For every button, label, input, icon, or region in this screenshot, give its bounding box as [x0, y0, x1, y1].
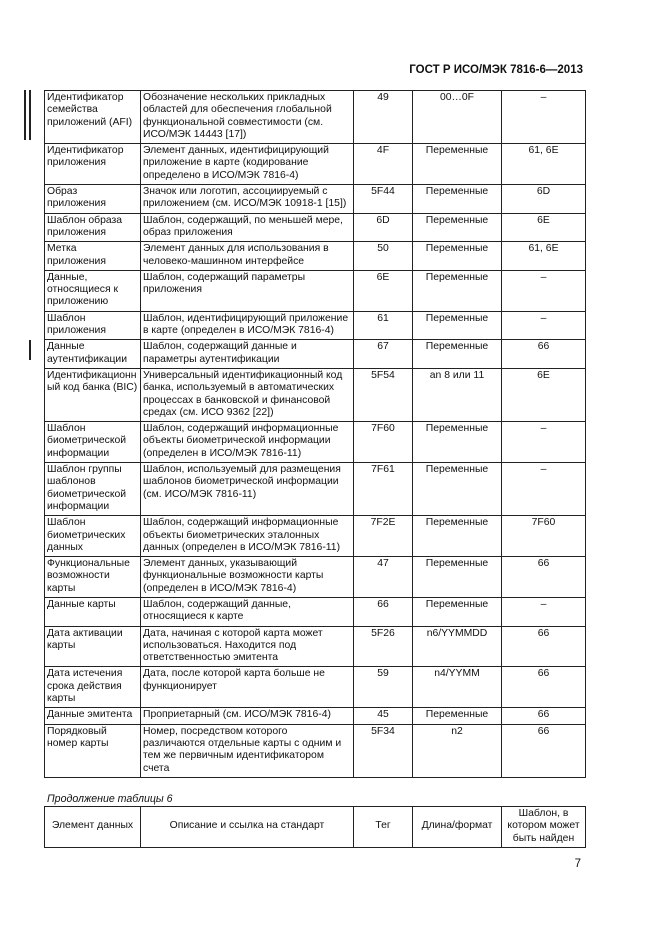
- table-row: [45, 708, 586, 724]
- element-name-cell: Шаблон приложения: [45, 311, 141, 340]
- template-cell: 66: [502, 724, 586, 777]
- tag-cell: 5F44: [354, 185, 413, 214]
- template-cell: –: [502, 463, 586, 516]
- description-cell: Значок или логотип, ассоциируемый с приложением (см. ИСО/МЭК 10918-1 [15]): [141, 185, 354, 214]
- change-bar-3: [29, 340, 31, 360]
- tag-cell: 6E: [354, 270, 413, 311]
- template-cell: 6E: [502, 213, 586, 242]
- header-length-format: Длина/формат: [413, 807, 502, 848]
- description-cell: Обозначение нескольких прикладных областей для обеспечения глобальной функциональной совместимости (см. ИСО/МЭК 14443 [17]): [141, 91, 354, 144]
- length-format-cell: Переменные: [413, 242, 502, 271]
- length-format-cell: 00…0F: [413, 91, 502, 144]
- element-name-cell: Идентификатор приложения: [45, 144, 141, 185]
- tag-cell: 4F: [354, 144, 413, 185]
- tag-cell: 7F61: [354, 463, 413, 516]
- element-name-cell: Идентификатор семейства приложений (AFI): [45, 91, 141, 144]
- description-cell: Шаблон, содержащий данные и параметры аутентификации: [141, 340, 354, 369]
- length-format-cell: Переменные: [413, 557, 502, 598]
- table-row: [45, 516, 586, 557]
- template-cell: 66: [502, 557, 586, 598]
- length-format-cell: an 8 или 11: [413, 368, 502, 421]
- description-cell: Дата, после которой карта больше не функционирует: [141, 667, 354, 708]
- element-name-cell: Шаблон биометрических данных: [45, 516, 141, 557]
- element-name-cell: Данные эмитента: [45, 708, 141, 724]
- template-cell: –: [502, 270, 586, 311]
- tag-cell: 7F2E: [354, 516, 413, 557]
- length-format-cell: Переменные: [413, 144, 502, 185]
- description-cell: Элемент данных для использования в человеко-машинном интерфейсе: [141, 242, 354, 271]
- template-cell: 61, 6E: [502, 144, 586, 185]
- length-format-cell: n2: [413, 724, 502, 777]
- length-format-cell: Переменные: [413, 708, 502, 724]
- table-caption: Продолжение таблицы 6: [47, 793, 173, 805]
- template-cell: 66: [502, 667, 586, 708]
- table-row: [45, 213, 586, 242]
- description-cell: Дата, начиная с которой карта может использоваться. Находится под ответственностью эмитента: [141, 626, 354, 667]
- template-cell: 66: [502, 626, 586, 667]
- table-row: [45, 557, 586, 598]
- table-row: [45, 311, 586, 340]
- element-name-cell: Шаблон образа приложения: [45, 213, 141, 242]
- element-name-cell: Идентификационный код банка (BIC): [45, 368, 141, 421]
- template-cell: 6D: [502, 185, 586, 214]
- length-format-cell: Переменные: [413, 270, 502, 311]
- tag-cell: 50: [354, 242, 413, 271]
- header-row: [45, 807, 586, 848]
- length-format-cell: Переменные: [413, 340, 502, 369]
- description-cell: Элемент данных, указывающий функциональные возможности карты (определен в ИСО/МЭК 7816-4): [141, 557, 354, 598]
- element-name-cell: Дата активации карты: [45, 626, 141, 667]
- tag-cell: 47: [354, 557, 413, 598]
- description-cell: Шаблон, содержащий информационные объекты биометрической информации (определен в ИСО/МЭК 7816-11): [141, 422, 354, 463]
- length-format-cell: n4/YYMM: [413, 667, 502, 708]
- table-row: [45, 340, 586, 369]
- element-name-cell: Шаблон биометрической информации: [45, 422, 141, 463]
- length-format-cell: Переменные: [413, 516, 502, 557]
- element-name-cell: Данные карты: [45, 597, 141, 626]
- description-cell: Шаблон, содержащий данные, относящиеся к карте: [141, 597, 354, 626]
- template-cell: 7F60: [502, 516, 586, 557]
- description-cell: Универсальный идентификационный код банка, используемый в автоматических процессах в банковской и финансовой средах (см. ИСО 9362 [22]): [141, 368, 354, 421]
- table-row: [45, 463, 586, 516]
- tag-cell: 45: [354, 708, 413, 724]
- template-cell: –: [502, 597, 586, 626]
- element-name-cell: Шаблон группы шаблонов биометрической информации: [45, 463, 141, 516]
- template-cell: –: [502, 311, 586, 340]
- element-name-cell: Метка приложения: [45, 242, 141, 271]
- tag-cell: 67: [354, 340, 413, 369]
- change-bar-2: [24, 90, 26, 140]
- template-cell: 66: [502, 708, 586, 724]
- description-cell: Шаблон, содержащий информационные объекты биометрических эталонных данных (определен в ИСО/МЭК 7816-11): [141, 516, 354, 557]
- table-row: [45, 270, 586, 311]
- table-row: [45, 626, 586, 667]
- table-row: [45, 422, 586, 463]
- header-element: Элемент данных: [45, 807, 141, 848]
- table-row: [45, 144, 586, 185]
- tag-cell: 49: [354, 91, 413, 144]
- page-number: 7: [574, 858, 581, 870]
- tag-cell: 5F54: [354, 368, 413, 421]
- tag-cell: 59: [354, 667, 413, 708]
- description-cell: Проприетарный (см. ИСО/МЭК 7816-4): [141, 708, 354, 724]
- document-code: ГОСТ Р ИСО/МЭК 7816-6—2013: [409, 64, 583, 76]
- template-cell: –: [502, 91, 586, 144]
- length-format-cell: Переменные: [413, 213, 502, 242]
- template-cell: 61, 6E: [502, 242, 586, 271]
- template-cell: 6E: [502, 368, 586, 421]
- data-elements-table: [44, 90, 586, 778]
- element-name-cell: Порядковый номер карты: [45, 724, 141, 777]
- header-tag: Тег: [354, 807, 413, 848]
- template-cell: 66: [502, 340, 586, 369]
- tag-cell: 6D: [354, 213, 413, 242]
- length-format-cell: Переменные: [413, 597, 502, 626]
- length-format-cell: Переменные: [413, 185, 502, 214]
- table-body: [45, 91, 586, 778]
- element-name-cell: Образ приложения: [45, 185, 141, 214]
- table-row: [45, 724, 586, 777]
- header-template: Шаблон, в котором может быть найден: [502, 807, 586, 848]
- description-cell: Номер, посредством которого различаются отдельные карты с одним и тем же первичным идентификатором счета: [141, 724, 354, 777]
- element-name-cell: Дата истечения срока действия карты: [45, 667, 141, 708]
- tag-cell: 5F34: [354, 724, 413, 777]
- tag-cell: 5F26: [354, 626, 413, 667]
- length-format-cell: Переменные: [413, 463, 502, 516]
- template-cell: –: [502, 422, 586, 463]
- length-format-cell: Переменные: [413, 311, 502, 340]
- description-cell: Шаблон, содержащий, по меньшей мере, образ приложения: [141, 213, 354, 242]
- description-cell: Шаблон, используемый для размещения шаблонов биометрической информации (см. ИСО/МЭК 7816-11): [141, 463, 354, 516]
- description-cell: Шаблон, идентифицирующий приложение в карте (определен в ИСО/МЭК 7816-4): [141, 311, 354, 340]
- element-name-cell: Функциональные возможности карты: [45, 557, 141, 598]
- table-row: [45, 91, 586, 144]
- tag-cell: 61: [354, 311, 413, 340]
- table-row: [45, 242, 586, 271]
- description-cell: Элемент данных, идентифицирующий приложение в карте (кодирование определено в ИСО/МЭК 7816-4): [141, 144, 354, 185]
- tag-cell: 66: [354, 597, 413, 626]
- change-bar-1: [29, 90, 31, 140]
- length-format-cell: n6/YYMMDD: [413, 626, 502, 667]
- tag-cell: 7F60: [354, 422, 413, 463]
- continuation-header-table: [44, 806, 586, 848]
- element-name-cell: Данные, относящиеся к приложению: [45, 270, 141, 311]
- table-row: [45, 368, 586, 421]
- table-row: [45, 185, 586, 214]
- length-format-cell: Переменные: [413, 422, 502, 463]
- table-row: [45, 667, 586, 708]
- element-name-cell: Данные аутентификации: [45, 340, 141, 369]
- description-cell: Шаблон, содержащий параметры приложения: [141, 270, 354, 311]
- header-description: Описание и ссылка на стандарт: [141, 807, 354, 848]
- table-row: [45, 597, 586, 626]
